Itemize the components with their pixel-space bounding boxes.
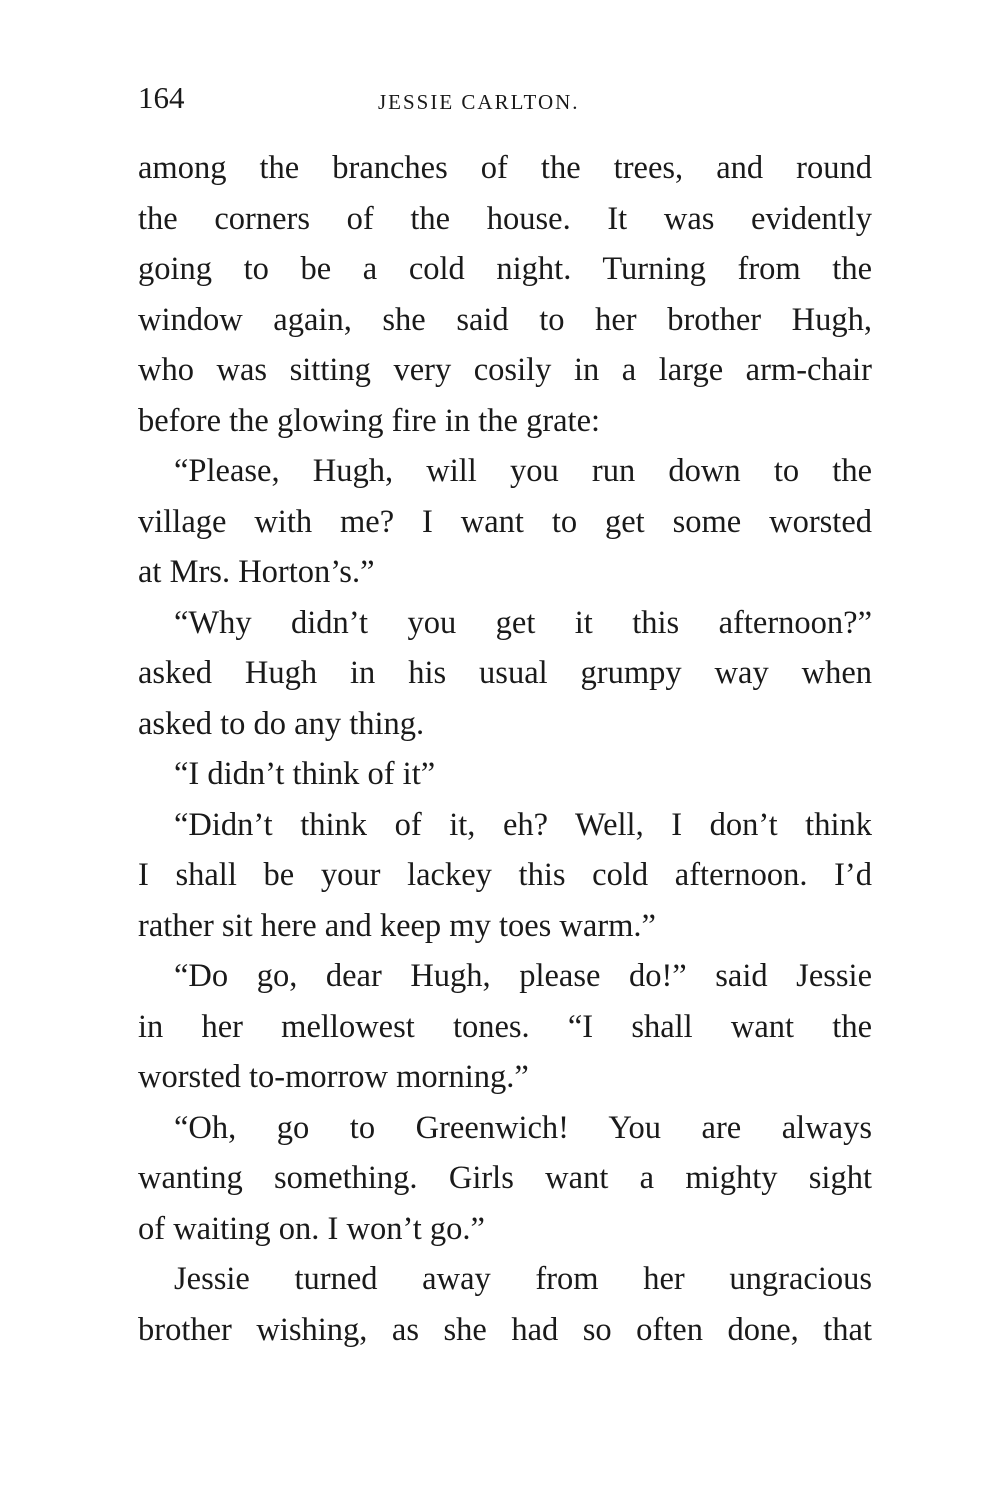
running-head: JESSIE CARLTON. <box>378 90 580 114</box>
text-line: “Oh, go to Greenwich! You are always <box>174 1109 872 1146</box>
body-text <box>138 143 872 1355</box>
text-line: asked Hugh in his usual grumpy way when <box>138 655 872 691</box>
text-line: “I didn’t think of it” <box>174 756 436 792</box>
text-line: worsted to-morrow morning.” <box>138 1059 529 1095</box>
text-line: wanting something. Girls want a mighty sight <box>138 1160 872 1196</box>
text-line: the corners of the house. It was evidently <box>138 200 872 237</box>
text-line: at Mrs. Horton’s.” <box>138 554 375 590</box>
text-line: “Do go, dear Hugh, please do!” said Jessie <box>174 958 872 994</box>
text-line: village with me? I want to get some worsted <box>138 503 872 540</box>
text-line: window again, she said to her brother Hugh, <box>138 301 872 338</box>
text-line: rather sit here and keep my toes warm.” <box>138 907 656 944</box>
text-line: “Please, Hugh, will you run down to the <box>174 453 872 489</box>
text-line: “Didn’t think of it, eh? Well, I don’t think <box>174 806 872 843</box>
text-line: who was sitting very cosily in a large arm-chair <box>138 352 872 388</box>
text-line: in her mellowest tones. “I shall want the <box>138 1008 872 1045</box>
text-line: asked to do any thing. <box>138 705 425 742</box>
text-line: going to be a cold night. Turning from the <box>138 251 872 287</box>
text-line: “Why didn’t you get it this afternoon?” <box>174 604 872 641</box>
page-header <box>138 78 878 118</box>
text-line: before the glowing fire in the grate: <box>138 402 601 439</box>
text-line: among the branches of the trees, and round <box>138 150 872 186</box>
page-number: 164 <box>138 80 185 115</box>
text-line: of waiting on. I won’t go.” <box>138 1210 485 1247</box>
text-line: I shall be your lackey this cold afternoon. I’d <box>138 857 872 893</box>
text-line: Jessie turned away from her ungracious <box>174 1261 872 1297</box>
text-line: brother wishing, as she had so often done, that <box>138 1311 872 1348</box>
